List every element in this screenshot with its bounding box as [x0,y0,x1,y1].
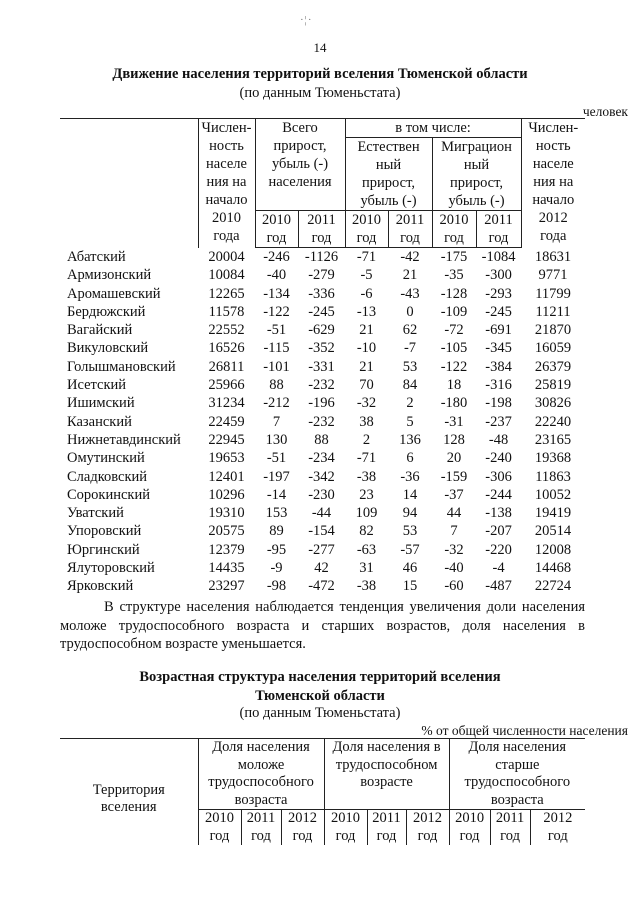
page-mark: ·¦· [300,14,313,26]
total-2010-cell: -134 [263,285,290,302]
header-line: прирост, [450,175,503,191]
natural-2011-cell: 5 [406,413,414,430]
total-2010-cell: -9 [270,560,283,577]
natural-2011-cell: 6 [406,450,414,467]
year-cell [345,211,388,248]
god-label: год [488,230,509,246]
natural-2011-cell: 53 [402,358,418,375]
natural-2011-cell: -42 [400,249,420,265]
pop-2012-cell: 12008 [534,541,572,558]
pop-2012-cell: 19419 [534,505,572,522]
god-label: год [251,827,271,844]
pop-2012-cell: 11863 [535,468,571,485]
migration-2010-cell: -37 [444,486,464,503]
table-row [60,431,585,449]
migration-2010-cell: -122 [440,358,468,375]
header-line: начало [532,192,575,208]
natural-2011-cell: 62 [402,322,418,339]
header-line: населе [206,156,247,172]
territory-name-cell: Омутинский [67,450,145,467]
total-2010-cell: -246 [263,249,290,265]
header-line: возрасте [360,774,413,790]
header-line: возраста [234,791,288,808]
pop-2012-cell: 18631 [534,248,572,265]
territory-header [60,739,198,846]
natural-2011-cell: -43 [400,285,420,302]
table1-subtitle: (по данным Тюменьстата) [239,85,401,101]
natural-2010-cell: 2 [362,431,371,448]
year-cell [198,810,241,846]
pop-2012-cell: 22240 [534,413,572,430]
header-line: убыль (-) [448,193,505,209]
migration-2011-cell: -306 [485,468,512,485]
total-2010-cell: -101 [263,358,290,375]
year-label: 2011 [484,212,513,228]
total-2011-cell: 42 [314,560,329,577]
table-row [60,413,585,431]
paragraph-text: В структуре населения наблюдается тенденция увеличения доли населения моложе трудоспособного возраста и старших возрастов, доля населения в трудоспособном возрасте уменьшается. [60,599,585,652]
table-row [60,486,585,504]
natural-2010-cell: -38 [356,578,377,595]
header-line: населе [532,156,574,172]
header-line: Числен- [201,120,252,136]
natural-2010-cell: 82 [359,523,374,540]
total-2010-cell: 89 [269,523,284,540]
pop-2010-cell: 12401 [208,468,245,485]
pop-2010-cell: 10084 [208,267,245,284]
pop-2010-cell: 20004 [208,248,245,265]
year-label: 2012 [413,810,443,826]
total-2011-cell: 88 [314,431,329,448]
total-2010-cell: 7 [272,413,281,430]
table-row [60,303,585,321]
table-row [60,577,585,595]
natural-2010-cell: -10 [356,340,377,357]
table-row [60,449,585,467]
total-2011-cell: -245 [308,303,335,320]
migration-2011-cell: -345 [485,340,512,357]
natural-2010-cell: -6 [360,285,373,302]
migration-2011-cell: -198 [485,395,512,412]
population-movement-table [60,118,585,596]
natural-2011-cell: 15 [402,578,418,595]
table1-title: Движение населения территорий вселения Тюменской области [112,66,528,82]
header-line: трудоспособного [208,774,314,790]
pop-2012-cell: 20514 [534,523,572,540]
year-label: 2010 [352,212,382,228]
table-row [60,339,585,357]
working-share-header [324,739,449,810]
migration-2011-cell: -384 [485,358,512,375]
table2-title-line: Возрастная структура населения территорий вселения [139,669,501,685]
migration-2010-cell: -128 [440,285,468,302]
god-label: год [209,827,230,844]
territory-name-cell: Упоровский [67,523,142,540]
pop-end-header [521,119,585,248]
pop-start-header [198,119,255,248]
natural-change-header [345,138,432,211]
pop-2012-cell: 14468 [534,560,572,577]
year-cell [388,211,432,248]
year-label: 2011 [395,212,425,228]
pop-2010-cell: 19653 [208,450,245,467]
god-label: год [500,827,520,844]
migration-2011-cell: -691 [485,322,512,339]
migration-2010-cell: -180 [440,395,468,412]
migration-change-header [432,138,521,211]
migration-2010-cell: -72 [444,322,464,339]
pop-2010-cell: 22945 [208,431,245,448]
header-line: моложе [237,756,285,773]
natural-2010-cell: 38 [359,413,374,430]
table2-unit: % от общей численности населения [421,723,628,738]
god-label: год [417,827,438,844]
total-2011-cell: -196 [308,395,335,412]
natural-2010-cell: -71 [356,450,377,467]
header-line: вселения [100,799,157,815]
pop-2012-cell: 23165 [534,431,572,448]
pop-2010-cell: 12379 [208,541,245,558]
god-label: год [356,230,377,246]
natural-2011-cell: 14 [402,486,418,503]
natural-2010-cell: 23 [359,486,374,503]
year-label: 2010 [331,810,361,826]
migration-2010-cell: -31 [444,413,464,430]
year-cell [255,211,298,248]
pop-2012-cell: 11799 [535,285,571,302]
header-line: прирост, [362,175,415,191]
header-line: трудоспособном [335,756,438,773]
total-2011-cell: -232 [308,413,335,430]
header-line: ность [209,138,244,154]
table-row [60,541,585,559]
total-2010-cell: -122 [263,303,290,320]
migration-2010-cell: 128 [443,431,465,448]
header-line: старше [495,756,540,773]
total-2011-cell: -629 [308,322,335,339]
table-row [60,266,585,284]
total-2011-cell: -472 [308,578,335,595]
god-label: год [400,230,420,246]
total-2011-cell: -232 [308,377,335,394]
territory-name-cell: Нижнетавдинский [67,431,181,448]
header-line: убыль (-) [360,193,417,209]
pop-2010-cell: 31234 [208,395,245,412]
year-cell [449,810,490,846]
header-line: Естествен [357,139,420,155]
total-2010-cell: 88 [269,377,284,394]
header-line: убыль (-) [271,156,329,172]
territory-name-cell: Армизонский [67,267,152,284]
table-row [60,504,585,522]
header-line: года [213,228,240,244]
god-label: год [311,230,332,246]
header-line: ния на [533,174,574,190]
migration-2010-cell: -159 [440,468,468,485]
pop-2010-cell: 22552 [208,322,245,339]
table2-title [0,668,640,705]
year-label: 2012 [543,810,573,826]
total-2010-cell: -212 [263,395,290,412]
total-2010-cell: -51 [266,322,287,339]
migration-2010-cell: -32 [444,541,464,558]
god-label: год [547,827,568,844]
territory-name-cell: Аромашевский [67,285,161,302]
natural-2010-cell: -32 [356,395,377,412]
migration-2010-cell: 18 [446,377,462,394]
table-row [60,394,585,412]
header-line: года [540,228,567,244]
total-2011-cell: -154 [308,523,335,540]
header-line: трудоспособного [464,774,571,790]
year-cell [367,810,406,846]
migration-2011-cell: -237 [485,413,512,430]
migration-2011-cell: -316 [485,377,512,394]
year-label: 2010 [262,212,291,228]
table-row [60,321,585,339]
header-line: ный [375,157,402,173]
pop-2012-cell: 30826 [534,395,572,412]
header-line: ный [463,157,490,173]
god-label: год [444,230,464,246]
total-2011-cell: -352 [308,340,335,357]
pop-2010-cell: 19310 [208,505,245,522]
territory-name-cell: Вагайский [67,322,133,339]
territory-name-cell: Ярковский [67,578,134,595]
natural-2010-cell: -5 [360,267,373,284]
migration-2010-cell: 7 [450,523,458,540]
natural-2011-cell: -7 [403,340,417,357]
header-line: Всего [282,120,318,136]
total-2010-cell: 130 [265,431,288,448]
year-cell [281,810,324,846]
pop-2012-cell: 22724 [534,578,572,595]
territory-name-cell: Голышмановский [67,358,176,375]
header-line: населения [268,174,332,190]
header-line: 2012 [538,210,568,226]
pop-2012-cell: 21870 [534,322,572,339]
header-line: Миграцион [441,139,512,155]
migration-2010-cell: -60 [444,578,464,595]
young-share-header [198,739,324,810]
migration-2011-cell: -293 [485,285,512,302]
total-2011-cell: -1126 [304,249,339,265]
header-line: ность [535,138,571,154]
year-label: 2011 [246,810,276,826]
year-cell [530,810,585,846]
table-row [60,559,585,577]
migration-2010-cell: -175 [440,249,468,265]
natural-2010-cell: 21 [359,322,374,339]
year-cell [406,810,449,846]
total-2011-cell: -230 [308,486,335,503]
territory-name-cell: Ялуторовский [67,560,155,577]
migration-2010-cell: -40 [444,560,464,577]
natural-2011-cell: 46 [402,560,418,577]
natural-2010-cell: -71 [356,249,377,265]
territory-name-cell: Сладковский [67,468,148,485]
table1-unit: человек [582,104,628,119]
migration-2011-cell: -220 [485,541,512,558]
god-label: год [266,230,287,246]
year-label: 2010 [455,810,485,826]
table-row [60,358,585,376]
pop-2012-cell: 26379 [534,358,572,375]
migration-2011-cell: -245 [485,303,512,320]
total-2010-cell: -95 [266,541,287,558]
migration-2010-cell: 44 [446,505,462,522]
natural-2011-cell: -57 [400,541,420,558]
header-line: начало [205,192,248,208]
natural-2011-cell: 136 [399,431,421,448]
pop-2010-cell: 22459 [208,413,245,430]
territory-name-cell: Юргинский [67,541,140,558]
year-label: 2011 [307,212,336,228]
header-line: Доля населения в [332,739,441,755]
god-label: год [335,827,356,844]
pop-2012-cell: 9771 [538,267,568,284]
total-2011-cell: -279 [308,267,335,284]
pop-2010-cell: 10296 [208,486,245,503]
header-line: Числен- [528,120,579,136]
natural-2011-cell: 94 [402,505,418,522]
age-structure-table [60,738,585,845]
territory-name-cell: Казанский [67,413,132,430]
god-label: год [459,827,480,844]
page-number: 14 [313,40,327,55]
natural-2011-cell: -36 [400,468,420,485]
total-2010-cell: 153 [265,505,288,522]
pop-2010-cell: 14435 [208,560,245,577]
pop-2012-cell: 10052 [534,486,572,503]
pop-2010-cell: 20575 [208,523,245,540]
total-2010-cell: -98 [266,578,287,595]
year-label: 2011 [495,810,525,826]
header-line: Территория [92,781,165,798]
migration-2010-cell: -109 [440,303,468,320]
year-cell [432,211,476,248]
table-row [60,285,585,303]
territory-name-cell: Исетский [67,377,127,394]
natural-2010-cell: -13 [356,303,377,320]
year-label: 2010 [205,810,234,826]
migration-2011-cell: -300 [485,267,512,284]
natural-2010-cell: 31 [359,560,374,577]
total-2011-cell: -331 [308,358,335,375]
pop-2010-cell: 16526 [208,340,245,357]
migration-2011-cell: -487 [485,578,512,595]
total-2010-cell: -51 [266,450,287,467]
table-row [60,468,585,486]
header-line: ния на [206,174,247,190]
pop-2012-cell: 19368 [534,450,572,467]
total-2011-cell: -336 [308,285,335,302]
header-line: Доля населения [212,739,310,755]
territory-name-cell: Абатский [67,248,126,265]
year-cell [298,211,345,248]
header-line: прирост, [273,138,327,154]
pop-2012-cell: 25819 [534,377,572,394]
total-2010-cell: -197 [263,468,290,485]
year-cell [324,810,367,846]
natural-2011-cell: 2 [406,395,414,412]
migration-2011-cell: -1084 [481,249,516,265]
total-change-header [255,119,345,211]
migration-2011-cell: -138 [485,505,512,522]
pop-2012-cell: 11211 [535,303,571,320]
older-share-header [449,739,585,810]
table2-title-line: Тюменской области [255,687,385,704]
pop-2010-cell: 23297 [208,578,245,595]
table-row [60,522,585,540]
natural-2010-cell: -38 [356,468,377,485]
migration-2011-cell: -240 [485,450,512,467]
total-2010-cell: -14 [266,486,287,503]
table-row [60,248,585,267]
year-cell [490,810,530,846]
header-line: Доля населения [468,739,567,755]
migration-2011-cell: -207 [485,523,512,540]
year-label: 2012 [288,810,318,826]
god-label: год [292,827,313,844]
table-row [60,376,585,394]
header-line: 2010 [212,210,241,226]
pop-2010-cell: 26811 [208,358,245,375]
table2-subtitle: (по данным Тюменьстата) [239,705,401,721]
territory-name-cell: Викуловский [67,340,149,357]
year-cell [476,211,521,248]
natural-2010-cell: 21 [359,358,374,375]
natural-2010-cell: 70 [359,377,374,394]
total-2011-cell: -234 [308,450,335,467]
natural-2011-cell: 21 [402,267,418,284]
migration-2010-cell: -105 [440,340,468,357]
territory-name-cell: Сорокинский [67,486,150,503]
pop-2010-cell: 12265 [208,285,245,302]
incl-header: в том числе: [345,119,521,138]
year-label: 2011 [372,810,401,826]
migration-2011-cell: -244 [485,486,512,503]
migration-2010-cell: 20 [446,450,462,467]
total-2011-cell: -277 [308,541,335,558]
god-label: год [376,827,397,844]
total-2010-cell: -40 [266,267,287,284]
migration-2011-cell: -4 [492,560,505,577]
natural-2011-cell: 0 [406,303,414,320]
pop-2010-cell: 11578 [208,303,245,320]
natural-2010-cell: 109 [355,505,378,522]
migration-2010-cell: -35 [444,267,464,284]
natural-2010-cell: -63 [356,541,377,558]
natural-2011-cell: 53 [402,523,418,540]
total-2011-cell: -342 [308,468,335,485]
year-label: 2010 [439,212,469,228]
year-cell [241,810,281,846]
summary-paragraph [60,598,585,654]
total-2011-cell: -44 [311,505,332,522]
territory-name-cell: Ишимский [67,395,135,412]
header-line: возраста [490,791,544,808]
total-2010-cell: -115 [263,340,290,357]
natural-2011-cell: 84 [402,377,418,394]
territory-header-cell [60,119,198,248]
pop-2012-cell: 16059 [534,340,572,357]
territory-name-cell: Бердюжский [67,303,146,320]
migration-2011-cell: -48 [488,431,509,448]
pop-2010-cell: 25966 [208,377,245,394]
territory-name-cell: Уватский [67,505,124,522]
